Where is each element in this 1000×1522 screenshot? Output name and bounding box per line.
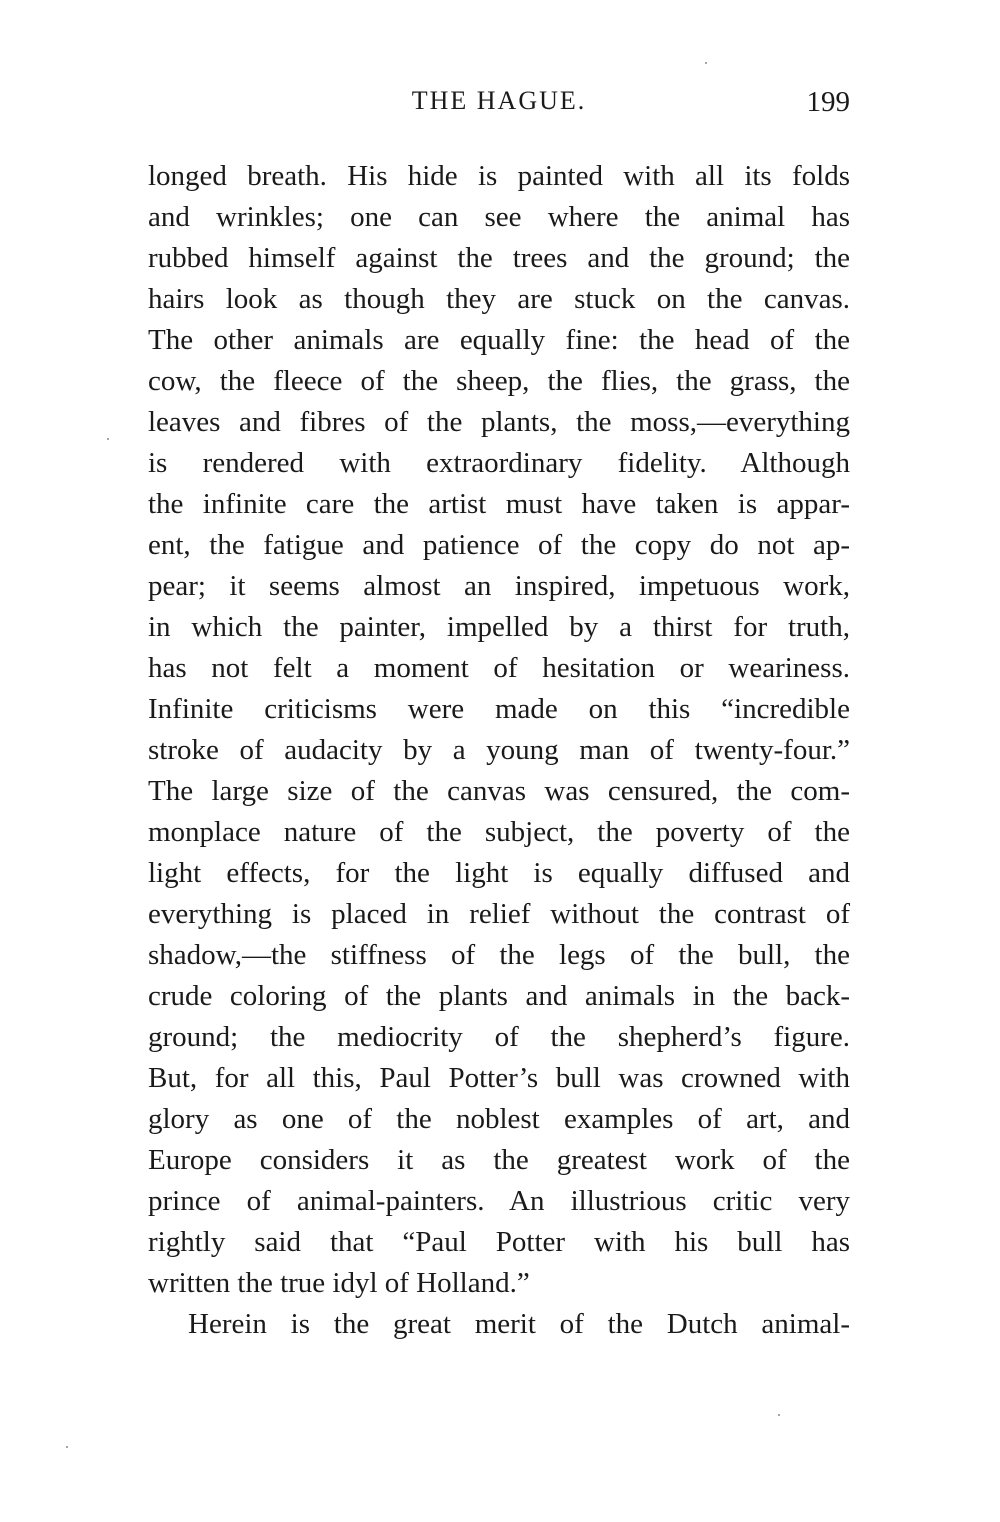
text-line: hairs look as though they are stuck on the canvas.	[148, 283, 850, 315]
text-line: But, for all this, Paul Potter’s bull was crowned with	[148, 1062, 850, 1094]
text-line: longed breath. His hide is painted with all its folds	[148, 160, 850, 192]
text-line: ent, the fatigue and patience of the copy do not ap-	[148, 529, 850, 561]
text-line: shadow,—the stiffness of the legs of the bull, the	[148, 939, 850, 971]
text-line: The large size of the canvas was censured, the com-	[148, 775, 850, 807]
text-line: cow, the fleece of the sheep, the flies, the grass, the	[148, 365, 850, 397]
text-line: light effects, for the light is equally diffused and	[148, 857, 850, 889]
text-line: pear; it seems almost an inspired, impetuous work,	[148, 570, 850, 602]
text-line: monplace nature of the subject, the poverty of the	[148, 816, 850, 848]
text-line: in which the painter, impelled by a thirst for truth,	[148, 611, 850, 643]
text-line: The other animals are equally fine: the head of the	[148, 324, 850, 356]
text-line: rubbed himself against the trees and the ground; the	[148, 242, 850, 274]
body-text	[148, 156, 850, 1345]
text-line: everything is placed in relief without the contrast of	[148, 898, 850, 930]
paper-speck	[778, 1414, 780, 1416]
paper-speck	[705, 62, 707, 64]
paper-speck	[66, 1446, 68, 1448]
text-line: and wrinkles; one can see where the animal has	[148, 201, 850, 233]
text-line: prince of animal-painters. An illustrious critic very	[148, 1185, 850, 1217]
paragraph-end-line: written the true idyl of Holland.”	[148, 1267, 530, 1299]
text-line: Infinite criticisms were made on this “incredible	[148, 693, 850, 725]
text-line: Europe considers it as the greatest work of the	[148, 1144, 850, 1176]
text-line: has not felt a moment of hesitation or weariness.	[148, 652, 850, 684]
page-number: 199	[806, 86, 850, 118]
running-header	[148, 86, 850, 126]
text-line: rightly said that “Paul Potter with his bull has	[148, 1226, 850, 1258]
paragraph-start-line: Herein is the great merit of the Dutch animal-	[188, 1308, 850, 1340]
paper-speck	[107, 438, 109, 440]
text-line: ground; the mediocrity of the shepherd’s figure.	[148, 1021, 850, 1053]
running-title: THE HAGUE.	[411, 86, 587, 115]
text-line: leaves and fibres of the plants, the moss,—everything	[148, 406, 850, 438]
text-line: the infinite care the artist must have taken is appar-	[148, 488, 850, 520]
text-line: glory as one of the noblest examples of art, and	[148, 1103, 850, 1135]
text-line: stroke of audacity by a young man of twenty-four.”	[148, 734, 850, 766]
text-line: crude coloring of the plants and animals in the back-	[148, 980, 850, 1012]
text-line: is rendered with extraordinary fidelity. Although	[148, 447, 850, 479]
